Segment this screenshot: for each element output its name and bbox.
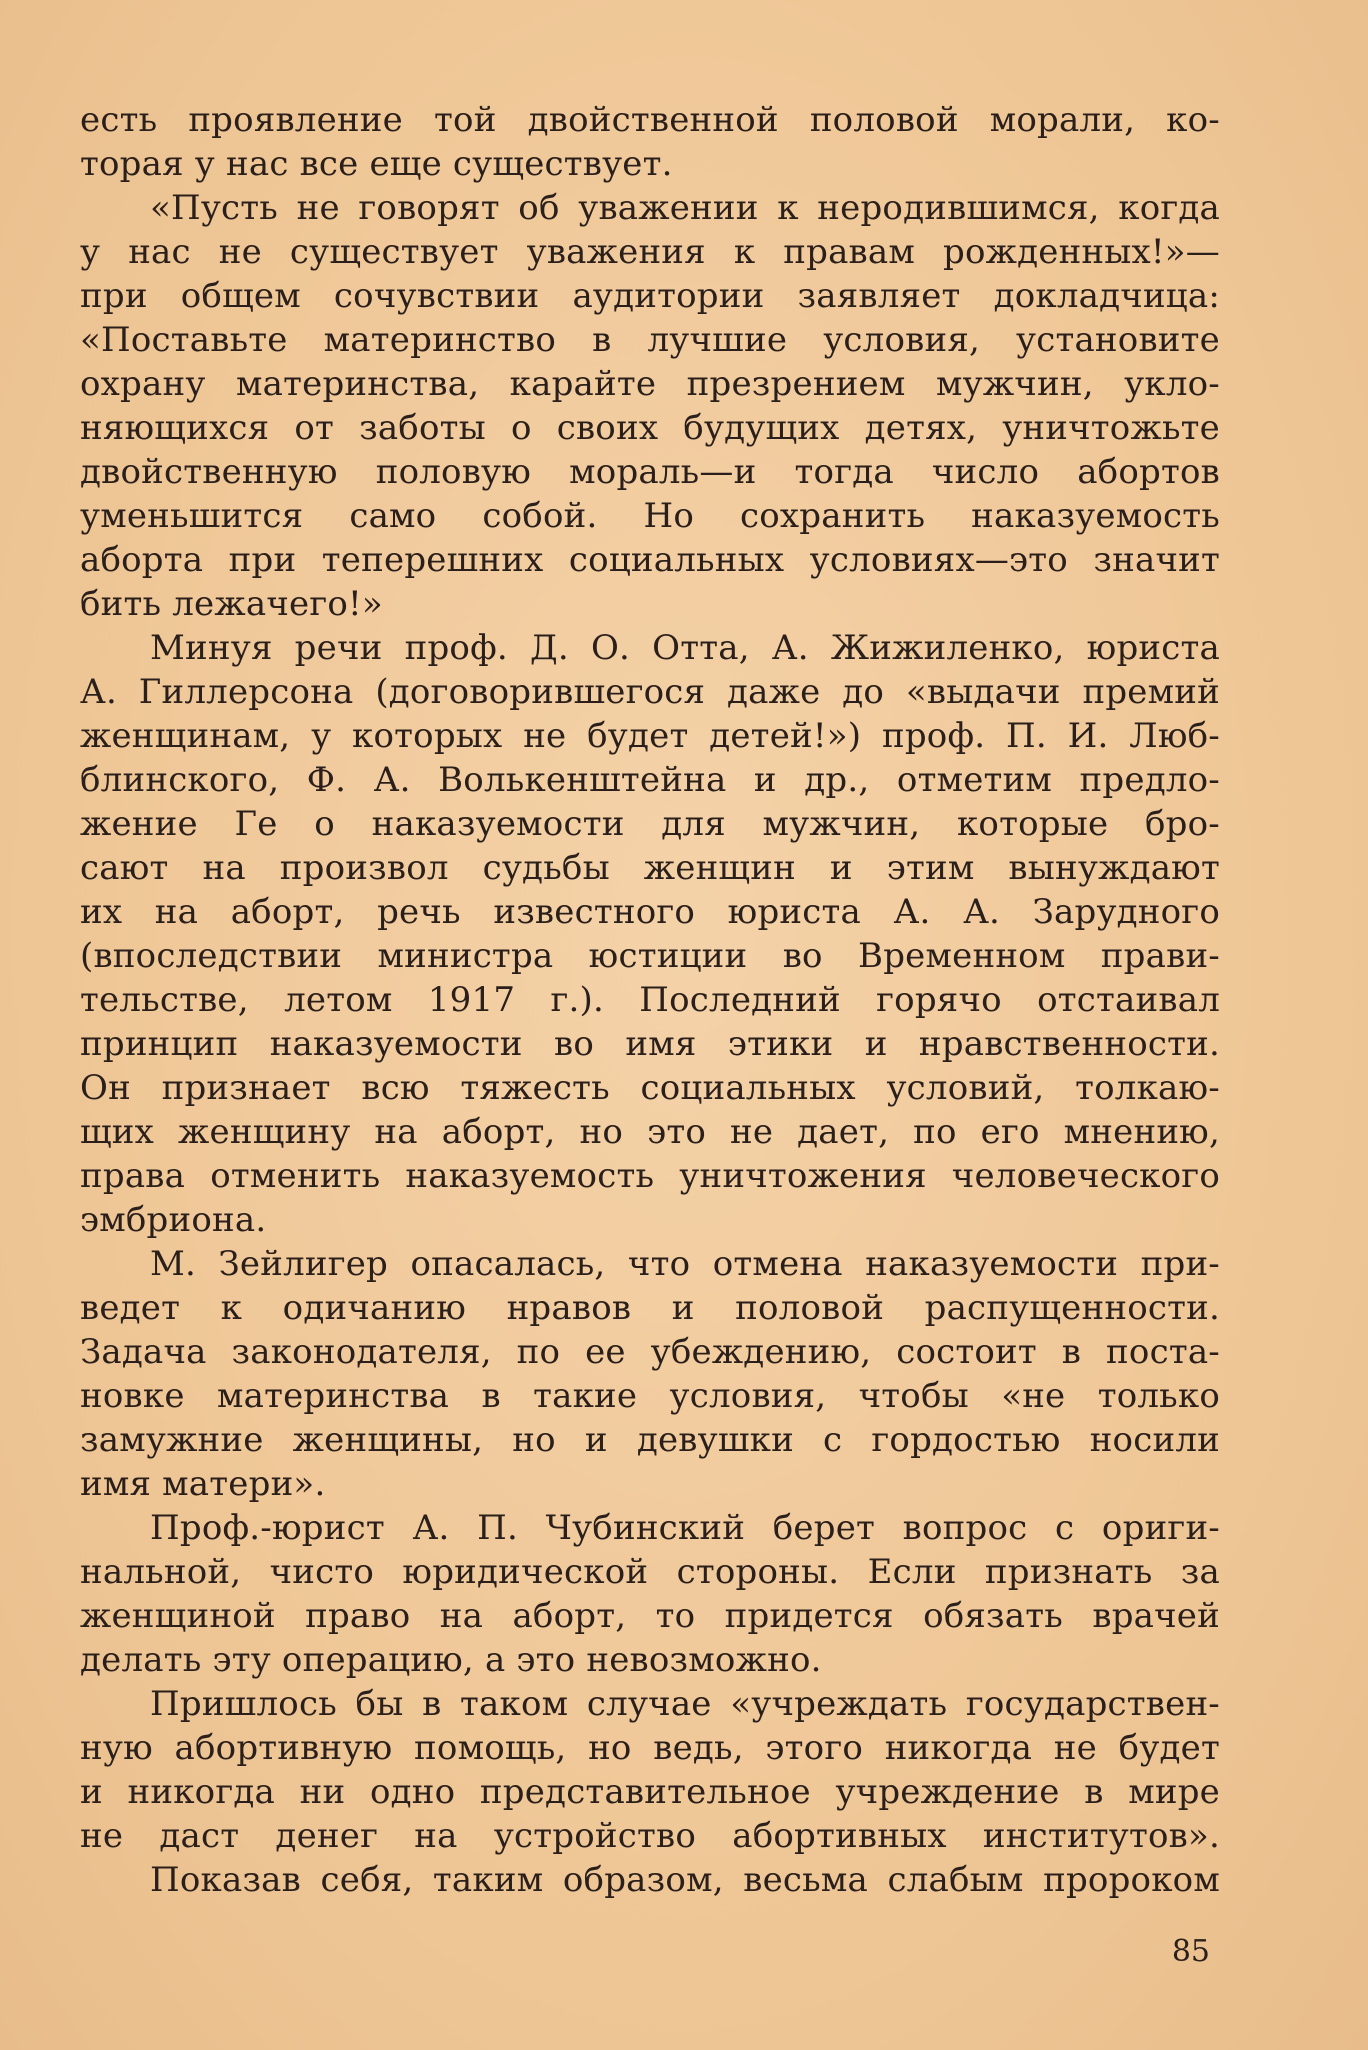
text-line: Показав себя, таким образом, весьма слабым пророком	[150, 1860, 1220, 1900]
text-line: не даст денег на устройство абортивных институтов».	[80, 1816, 1220, 1856]
text-line: эмбриона.	[80, 1200, 267, 1240]
text-line: двойственную половую мораль—и тогда число абортов	[80, 452, 1220, 492]
text-line: замужние женщины, но и девушки с гордостью носили	[80, 1420, 1220, 1460]
text-line: уменьшится само собой. Но сохранить наказуемость	[80, 496, 1220, 536]
text-line: ведет к одичанию нравов и половой распущенности.	[80, 1288, 1220, 1328]
text-line: няющихся от заботы о своих будущих детях, уничтожьте	[80, 408, 1220, 448]
text-line: сают на произвол судьбы женщин и этим вынуждают	[80, 848, 1220, 888]
text-line: новке материнства в такие условия, чтобы «не только	[80, 1376, 1220, 1416]
text-line: права отменить наказуемость уничтожения человеческого	[80, 1156, 1220, 1196]
text-line: есть проявление той двойственной половой морали, ко-	[80, 100, 1220, 140]
text-line: женщинам, у которых не будет детей!») проф. П. И. Люб-	[80, 716, 1220, 756]
text-line: аборта при теперешних социальных условиях—это значит	[80, 540, 1220, 580]
body-text	[80, 98, 1220, 1902]
text-line: жение Ге о наказуемости для мужчин, которые бро-	[80, 804, 1220, 844]
page-number: 85	[1171, 1934, 1210, 1969]
text-line: при общем сочувствии аудитории заявляет докладчица:	[80, 276, 1220, 316]
text-line: их на аборт, речь известного юриста А. А. Зарудного	[80, 892, 1220, 932]
text-line: Минуя речи проф. Д. О. Отта, А. Жижиленко, юриста	[150, 628, 1220, 668]
text-line: женщиной право на аборт, то придется обязать врачей	[80, 1596, 1220, 1636]
text-line: Задача законодателя, по ее убеждению, состоит в поста-	[80, 1332, 1220, 1372]
text-line: делать эту операцию, а это невозможно.	[80, 1640, 822, 1680]
text-line: ную абортивную помощь, но ведь, этого никогда не будет	[80, 1728, 1220, 1768]
text-line: (впоследствии министра юстиции во Временном прави-	[80, 936, 1220, 976]
text-line: Он признает всю тяжесть социальных условий, толкаю-	[80, 1068, 1220, 1108]
text-line: «Поставьте материнство в лучшие условия, установите	[80, 320, 1220, 360]
text-line: у нас не существует уважения к правам рожденных!»—	[80, 232, 1220, 272]
text-line: «Пусть не говорят об уважении к неродившимся, когда	[150, 188, 1220, 228]
text-line: принцип наказуемости во имя этики и нравственности.	[80, 1024, 1220, 1064]
text-line: и никогда ни одно представительное учреждение в мире	[80, 1772, 1220, 1812]
text-line: щих женщину на аборт, но это не дает, по его мнению,	[80, 1112, 1220, 1152]
text-line: блинского, Ф. А. Волькенштейна и др., отметим предло-	[80, 760, 1220, 800]
text-line: имя матери».	[80, 1464, 326, 1504]
text-line: тельстве, летом 1917 г.). Последний горячо отстаивал	[80, 980, 1220, 1020]
text-line: А. Гиллерсона (договорившегося даже до «выдачи премий	[80, 672, 1220, 712]
text-line: нальной, чисто юридической стороны. Если признать за	[80, 1552, 1220, 1592]
text-line: бить лежачего!»	[80, 584, 383, 624]
text-line: М. Зейлигер опасалась, что отмена наказуемости при-	[150, 1244, 1220, 1284]
text-line: Проф.-юрист А. П. Чубинский берет вопрос с ориги-	[150, 1508, 1220, 1548]
text-line: Пришлось бы в таком случае «учреждать государствен-	[150, 1684, 1220, 1724]
text-line: торая у нас все еще существует.	[80, 144, 673, 184]
text-line: охрану материнства, карайте презрением мужчин, укло-	[80, 364, 1220, 404]
